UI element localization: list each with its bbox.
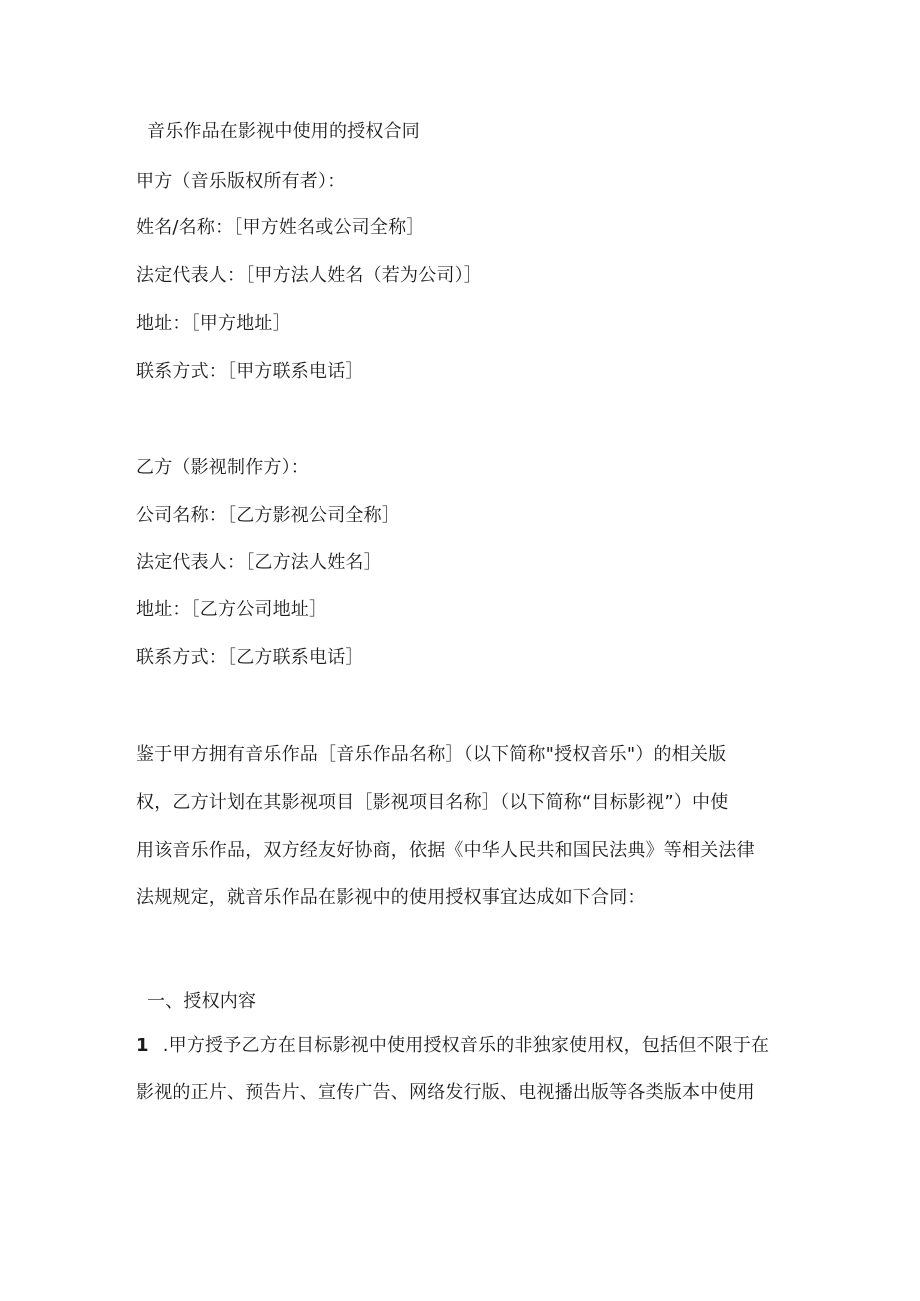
- party-b-contact: 联系方式：［乙方联系电话］: [136, 647, 364, 668]
- party-b-legal-rep: 法定代表人：［乙方法人姓名］: [136, 552, 382, 573]
- party-a-legal-rep: 法定代表人：［甲方法人姓名（若为公司）］: [136, 265, 482, 286]
- party-a-contact: 联系方式：［甲方联系电话］: [136, 361, 364, 382]
- party-b-address: 地址：［乙方公司地址］: [136, 599, 328, 620]
- preamble-line: 法规规定，就音乐作品在影视中的使用授权事宜达成如下合同：: [136, 887, 646, 908]
- party-a-heading: 甲方（音乐版权所有者）：: [136, 171, 346, 192]
- party-a-name: 姓名/名称：［甲方姓名或公司全称］: [136, 217, 425, 238]
- section-1-heading: 一、授权内容: [147, 991, 257, 1012]
- preamble-line: 权，乙方计划在其影视项目［影视项目名称］（以下简称“目标影视”）中使: [136, 792, 729, 813]
- party-a-address: 地址：［甲方地址］: [136, 313, 291, 334]
- party-b-heading: 乙方（影视制作方）：: [136, 457, 309, 478]
- preamble-line: 鉴于甲方拥有音乐作品［音乐作品名称］（以下简称"授权音乐"）的相关版: [136, 744, 727, 765]
- section-1-item-1: [136, 1034, 769, 1058]
- section-1-item-1-continued: 影视的正片、预告片、宣传广告、网络发行版、电视播出版等各类版本中使用: [136, 1082, 755, 1103]
- preamble-line: 用该音乐作品，双方经友好协商，依据《中华人民共和国民法典》等相关法律: [136, 840, 755, 861]
- document-title: 音乐作品在影视中使用的授权合同: [147, 121, 420, 142]
- list-number: 1: [136, 1035, 149, 1056]
- party-b-name: 公司名称：［乙方影视公司全称］: [136, 505, 400, 526]
- list-item-text: .甲方授予乙方在目标影视中使用授权音乐的非独家使用权，包括但不限于在: [162, 1035, 770, 1056]
